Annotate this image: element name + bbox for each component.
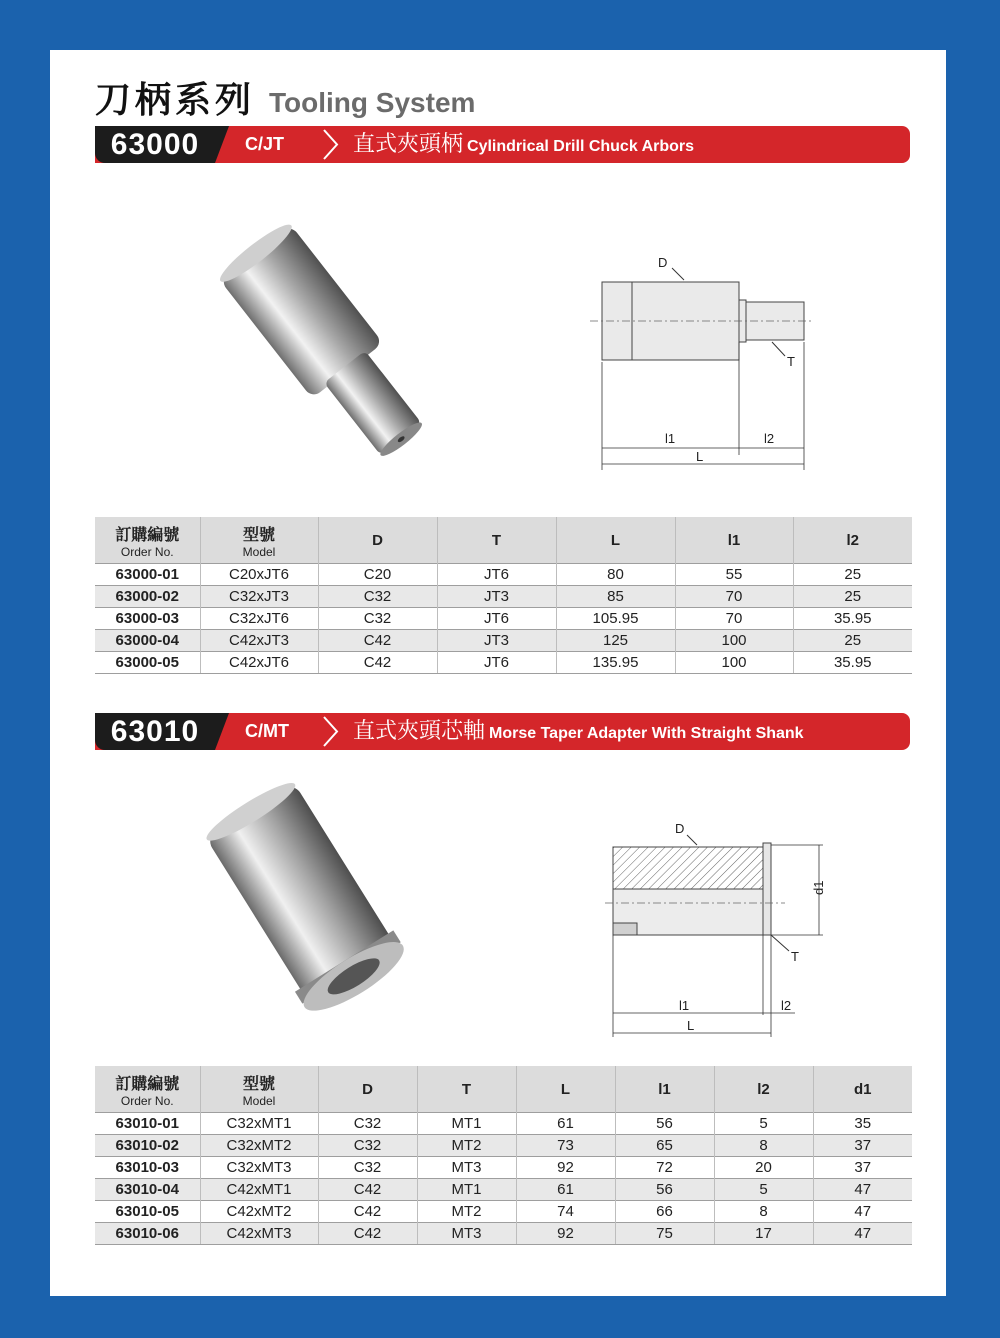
table-cell: 63000-05 bbox=[95, 652, 200, 674]
table-row bbox=[95, 1223, 912, 1245]
table-cell: 25 bbox=[793, 586, 912, 608]
page-title-en: Tooling System bbox=[269, 87, 476, 118]
table-cell: 8 bbox=[714, 1135, 813, 1157]
table-cell: 63000-03 bbox=[95, 608, 200, 630]
column-header-label: 訂購編號 bbox=[115, 524, 180, 544]
section-code: 63010 bbox=[95, 713, 215, 750]
col-L: L bbox=[556, 517, 675, 564]
table-cell: 100 bbox=[675, 630, 793, 652]
table-cell: JT6 bbox=[437, 652, 556, 674]
section-name-en: Morse Taper Adapter With Straight Shank bbox=[489, 725, 804, 742]
table-cell: MT3 bbox=[417, 1223, 516, 1245]
table-cell: 5 bbox=[714, 1179, 813, 1201]
table-row bbox=[95, 586, 912, 608]
column-header-label: Order No. bbox=[120, 544, 174, 559]
chevron-right-icon bbox=[321, 126, 341, 163]
table-cell: 63010-06 bbox=[95, 1223, 200, 1245]
table-row bbox=[95, 630, 912, 652]
table-cell: MT2 bbox=[417, 1201, 516, 1223]
arbor-photo bbox=[195, 210, 465, 470]
arbor-spec-table bbox=[95, 517, 912, 674]
chevron-right-icon bbox=[321, 713, 341, 750]
table-cell: 56 bbox=[615, 1179, 714, 1201]
table-cell: 66 bbox=[615, 1201, 714, 1223]
table-row bbox=[95, 1113, 912, 1135]
table-row bbox=[95, 564, 912, 586]
table-cell: 92 bbox=[516, 1157, 615, 1179]
table-cell: 8 bbox=[714, 1201, 813, 1223]
table-cell: MT2 bbox=[417, 1135, 516, 1157]
adapter-spec-table bbox=[95, 1066, 912, 1245]
col-T: T bbox=[417, 1066, 516, 1113]
column-header-label: Model bbox=[242, 544, 276, 559]
table-cell: 61 bbox=[516, 1179, 615, 1201]
table-header-row bbox=[95, 1066, 912, 1113]
table-cell: C32xMT2 bbox=[200, 1135, 318, 1157]
table-cell: 100 bbox=[675, 652, 793, 674]
table-cell: 63000-01 bbox=[95, 564, 200, 586]
table-cell: 35.95 bbox=[793, 608, 912, 630]
table-cell: MT3 bbox=[417, 1157, 516, 1179]
table-cell: C32 bbox=[318, 1113, 417, 1135]
table-row bbox=[95, 1179, 912, 1201]
column-header-label: Model bbox=[242, 1093, 276, 1108]
adapter-photo bbox=[180, 780, 450, 1030]
label-T: T bbox=[787, 354, 795, 369]
table-cell: 61 bbox=[516, 1113, 615, 1135]
table-row bbox=[95, 1201, 912, 1223]
table-cell: C32xMT1 bbox=[200, 1113, 318, 1135]
section-code: 63000 bbox=[95, 126, 215, 163]
col-l2: l2 bbox=[793, 517, 912, 564]
table-cell: 63000-04 bbox=[95, 630, 200, 652]
table-cell: 92 bbox=[516, 1223, 615, 1245]
page-title-zh: 刀柄系列 bbox=[95, 80, 256, 121]
label-l1: l1 bbox=[665, 431, 676, 446]
table-cell: C32 bbox=[318, 608, 437, 630]
table-cell: 35.95 bbox=[793, 652, 912, 674]
table-row bbox=[95, 1157, 912, 1179]
table-cell: 5 bbox=[714, 1113, 813, 1135]
section-name-zh: 直式夾頭芯軸 bbox=[353, 719, 486, 744]
table-cell: 55 bbox=[675, 564, 793, 586]
table-cell: 75 bbox=[615, 1223, 714, 1245]
table-cell: 47 bbox=[813, 1223, 912, 1245]
table-cell: 20 bbox=[714, 1157, 813, 1179]
table-cell: C32xMT3 bbox=[200, 1157, 318, 1179]
col-L: L bbox=[516, 1066, 615, 1113]
table-cell: 70 bbox=[675, 586, 793, 608]
col-l1: l1 bbox=[675, 517, 793, 564]
table-cell: 63010-05 bbox=[95, 1201, 200, 1223]
table-cell: JT3 bbox=[437, 586, 556, 608]
col-order-no bbox=[95, 517, 200, 564]
table-cell: 80 bbox=[556, 564, 675, 586]
col-d1: d1 bbox=[813, 1066, 912, 1113]
table-cell: 65 bbox=[615, 1135, 714, 1157]
table-cell: 17 bbox=[714, 1223, 813, 1245]
table-cell: C32 bbox=[318, 1157, 417, 1179]
table-cell: JT6 bbox=[437, 608, 556, 630]
table-cell: C32xJT3 bbox=[200, 586, 318, 608]
col-l2: l2 bbox=[714, 1066, 813, 1113]
table-cell: 70 bbox=[675, 608, 793, 630]
section-name-en: Cylindrical Drill Chuck Arbors bbox=[467, 138, 695, 155]
table-cell: 63010-04 bbox=[95, 1179, 200, 1201]
table-cell: 63010-01 bbox=[95, 1113, 200, 1135]
table-cell: C32xJT6 bbox=[200, 608, 318, 630]
table-row bbox=[95, 1135, 912, 1157]
table-cell: C42xMT1 bbox=[200, 1179, 318, 1201]
table-cell: C20 bbox=[318, 564, 437, 586]
table-cell: 47 bbox=[813, 1179, 912, 1201]
col-order-no bbox=[95, 1066, 200, 1113]
table-cell: C42 bbox=[318, 1179, 417, 1201]
table-cell: C42 bbox=[318, 1223, 417, 1245]
col-D: D bbox=[318, 1066, 417, 1113]
label-l1: l1 bbox=[679, 998, 690, 1013]
section-63000-header bbox=[95, 126, 910, 163]
table-cell: 63000-02 bbox=[95, 586, 200, 608]
label-D: D bbox=[675, 821, 685, 836]
table-cell: 72 bbox=[615, 1157, 714, 1179]
col-T: T bbox=[437, 517, 556, 564]
table-cell: C32 bbox=[318, 586, 437, 608]
label-T: T bbox=[791, 949, 799, 964]
table-cell: C42xMT3 bbox=[200, 1223, 318, 1245]
label-D: D bbox=[658, 255, 668, 270]
adapter-dimension-diagram bbox=[595, 815, 845, 1033]
column-header-label: 訂購編號 bbox=[115, 1073, 180, 1093]
label-d1: d1 bbox=[811, 880, 826, 895]
table-cell: 37 bbox=[813, 1135, 912, 1157]
table-row bbox=[95, 608, 912, 630]
table-cell: C42xJT3 bbox=[200, 630, 318, 652]
label-L: L bbox=[687, 1018, 695, 1033]
table-cell: 105.95 bbox=[556, 608, 675, 630]
table-cell: 85 bbox=[556, 586, 675, 608]
column-header-label: 型號 bbox=[242, 1073, 275, 1093]
table-cell: 25 bbox=[793, 564, 912, 586]
table-header-row bbox=[95, 517, 912, 564]
table-cell: 135.95 bbox=[556, 652, 675, 674]
table-cell: 74 bbox=[516, 1201, 615, 1223]
table-cell: 63010-02 bbox=[95, 1135, 200, 1157]
table-cell: 63010-03 bbox=[95, 1157, 200, 1179]
table-cell: C42 bbox=[318, 1201, 417, 1223]
label-l2: l2 bbox=[781, 998, 792, 1013]
col-D: D bbox=[318, 517, 437, 564]
column-header-label: 型號 bbox=[242, 524, 275, 544]
label-L: L bbox=[696, 449, 704, 464]
section-63010-header bbox=[95, 713, 910, 750]
table-cell: 37 bbox=[813, 1157, 912, 1179]
table-cell: C42 bbox=[318, 630, 437, 652]
table-cell: C42 bbox=[318, 652, 437, 674]
table-cell: C20xJT6 bbox=[200, 564, 318, 586]
table-cell: C32 bbox=[318, 1135, 417, 1157]
table-cell: MT1 bbox=[417, 1113, 516, 1135]
catalog-page bbox=[50, 50, 946, 1296]
table-row bbox=[95, 652, 912, 674]
table-cell: C42xMT2 bbox=[200, 1201, 318, 1223]
table-cell: JT6 bbox=[437, 564, 556, 586]
table-cell: 125 bbox=[556, 630, 675, 652]
table-cell: 25 bbox=[793, 630, 912, 652]
table-cell: C42xJT6 bbox=[200, 652, 318, 674]
table-cell: 56 bbox=[615, 1113, 714, 1135]
col-model bbox=[200, 1066, 318, 1113]
section-name-zh: 直式夾頭柄 bbox=[353, 132, 464, 157]
table-cell: MT1 bbox=[417, 1179, 516, 1201]
table-cell: JT3 bbox=[437, 630, 556, 652]
table-cell: 47 bbox=[813, 1201, 912, 1223]
section-name bbox=[353, 713, 804, 752]
page-title bbox=[95, 72, 475, 123]
table-cell: 35 bbox=[813, 1113, 912, 1135]
col-l1: l1 bbox=[615, 1066, 714, 1113]
column-header-label: Order No. bbox=[120, 1093, 174, 1108]
section-type: C/MT bbox=[245, 721, 289, 741]
col-model bbox=[200, 517, 318, 564]
table-cell: 73 bbox=[516, 1135, 615, 1157]
arbor-dimension-diagram bbox=[580, 250, 820, 464]
section-name bbox=[353, 126, 694, 165]
section-type: C/JT bbox=[245, 134, 285, 154]
label-l2: l2 bbox=[764, 431, 775, 446]
